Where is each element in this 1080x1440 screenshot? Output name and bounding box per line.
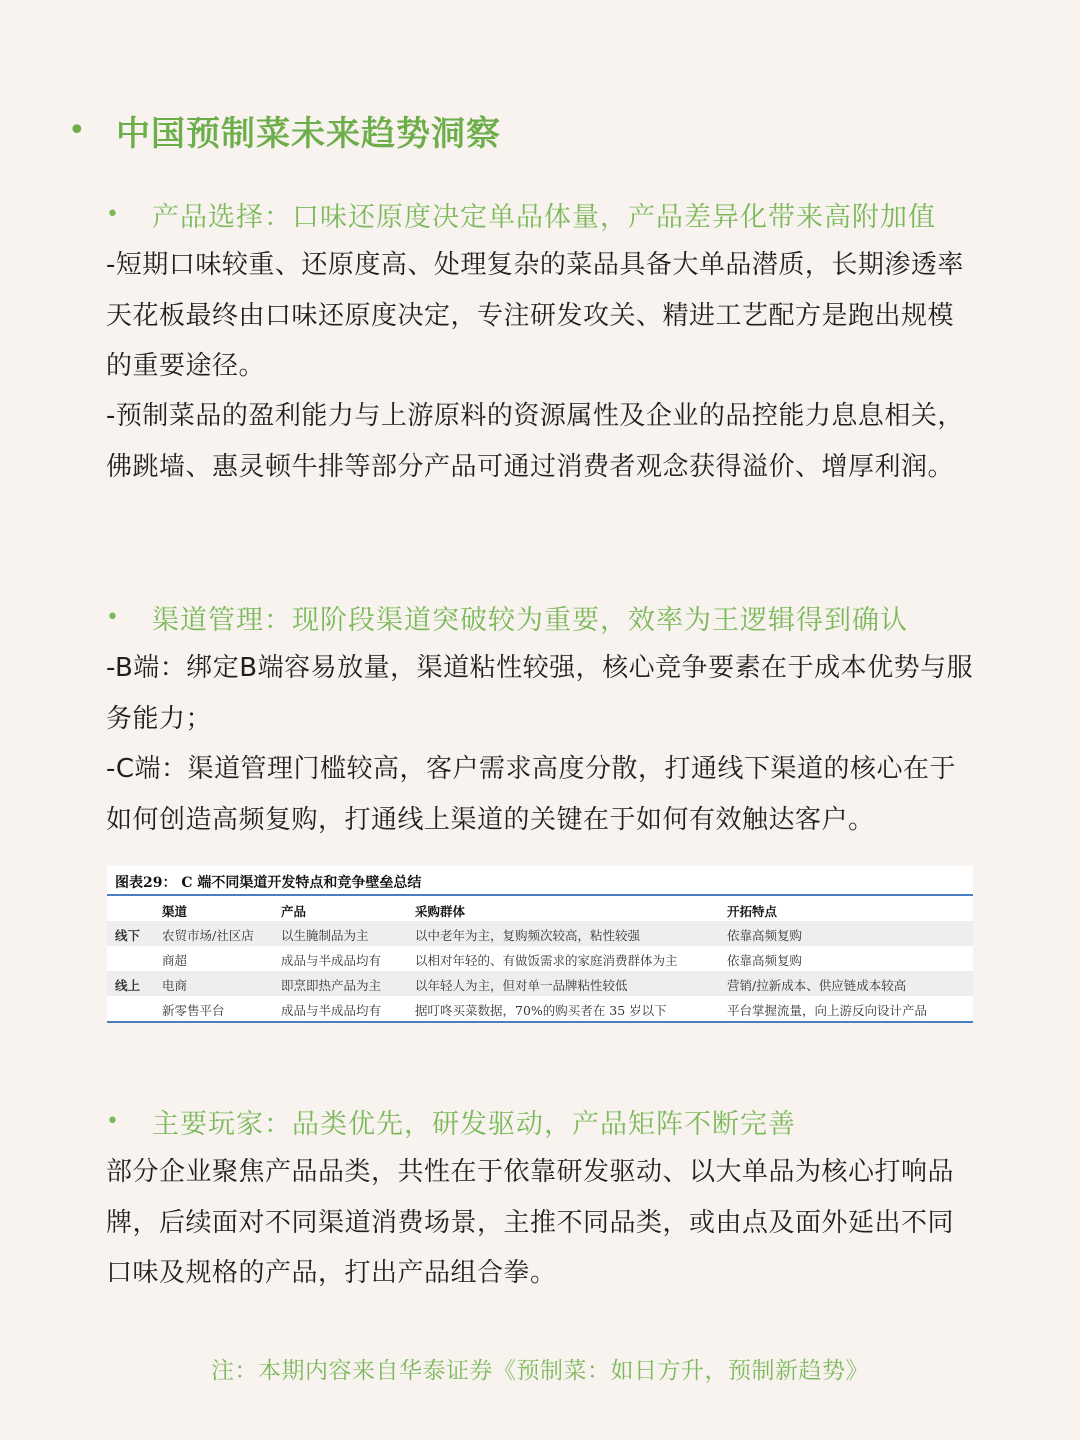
table-cell: 电商 [162,978,188,993]
table-cell: 成品与半成品均有 [281,1003,382,1018]
table-cell: 以中老年为主，复购频次较高，粘性较强 [415,928,641,943]
table-cell: 线上 [115,978,141,993]
page-title: 中国预制菜未来趋势洞察 [116,114,501,154]
table-cell: 新零售平台 [162,1003,225,1018]
section-heading-product [106,195,936,234]
bullet-icon: • [68,113,86,148]
table-cell: 农贸市场/社区店 [162,928,254,943]
main-title-row [68,106,501,155]
paragraph: -B端：绑定B端容易放量，渠道粘性较强，核心竞争要素在于成本优势与服务能力； [106,653,974,734]
divider [107,1021,973,1023]
table-cell: 依靠高频复购 [727,928,803,943]
bullet-icon: • [106,202,119,227]
section-heading-channel [106,598,908,637]
table-row [107,946,973,971]
table-header-cell: 产品 [281,904,307,919]
table-cell: 以相对年轻的、有做饭需求的家庭消费群体为主 [415,953,678,968]
table-cell: 依靠高频复购 [727,953,803,968]
table-cell: 营销/拉新成本、供应链成本较高 [727,978,907,993]
paragraph: -C端：渠道管理门槛较高，客户需求高度分散，打通线下渠道的核心在于如何创造高频复购，打通线上渠道的关键在于如何有效触达客户。 [106,754,957,835]
table-row [107,921,973,946]
paragraph: 部分企业聚焦产品品类，共性在于依靠研发驱动、以大单品为核心打响品牌，后续面对不同渠道消费场景，主推不同品类，或由点及面外延出不同口味及规格的产品，打出产品组合拳。 [106,1157,955,1288]
table-row [107,996,973,1021]
table-caption: 图表29： C 端不同渠道开发特点和竞争壁垒总结 [115,875,422,891]
table-header-row [107,897,973,922]
bullet-icon: • [106,1109,119,1134]
divider [107,894,973,896]
paragraph: -短期口味较重、还原度高、处理复杂的菜品具备大单品潜质，长期渗透率天花板最终由口味还原度决定，专注研发攻关、精进工艺配方是跑出规模的重要途径。 [106,250,964,381]
channel-summary-table [107,866,973,1023]
paragraph: -预制菜品的盈利能力与上游原料的资源属性及企业的品控能力息息相关，佛跳墙、惠灵顿牛排等部分产品可通过消费者观念获得溢价、增厚利润。 [106,401,964,482]
table-cell: 商超 [162,953,188,968]
table-row [107,971,973,996]
table-cell: 平台掌握流量，向上游反向设计产品 [727,1003,928,1018]
bullet-icon: • [106,605,119,630]
table-cell: 即烹即热产品为主 [281,978,382,993]
table-header-cell: 采购群体 [415,904,466,919]
table-header-cell: 渠道 [162,904,188,919]
table-cell: 以生腌制品为主 [281,928,369,943]
table-cell: 据叮咚买菜数据，70%的购买者在 35 岁以下 [415,1003,667,1018]
section-title: 渠道管理：现阶段渠道突破较为重要，效率为王逻辑得到确认 [152,605,908,636]
section-title: 产品选择：口味还原度决定单品体量，产品差异化带来高附加值 [152,202,936,233]
table-cell: 线下 [115,928,141,943]
source-note: 注：本期内容来自华泰证券《预制菜：如日方升，预制新趋势》 [211,1358,869,1384]
table-cell: 以年轻人为主，但对单一品牌粘性较低 [415,978,628,993]
section-title: 主要玩家：品类优先，研发驱动，产品矩阵不断完善 [152,1109,796,1140]
table-cell: 成品与半成品均有 [281,953,382,968]
table-header-cell: 开拓特点 [727,904,778,919]
section-heading-players [106,1102,796,1141]
